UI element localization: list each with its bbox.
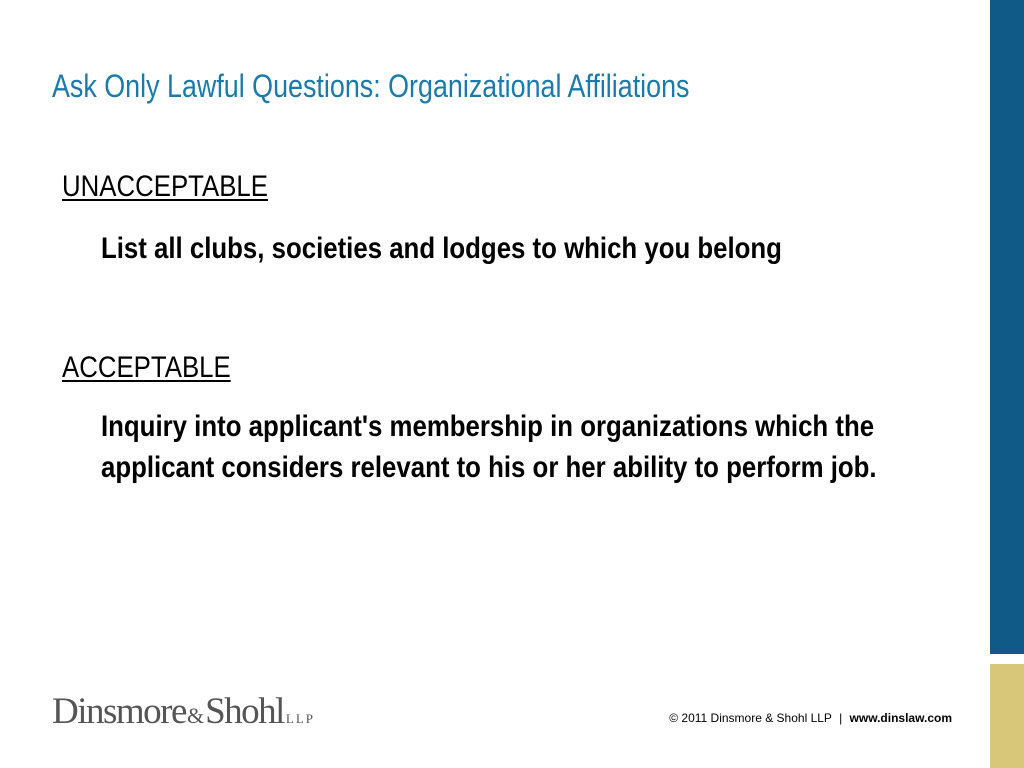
slide-title: Ask Only Lawful Questions: Organizational Affiliations [52,68,690,104]
logo-name-second: Shohl [205,691,284,732]
side-bar-blue [990,0,1024,654]
logo-name-first: Dinsmore [52,691,186,732]
logo-suffix: LLP [285,711,316,726]
company-logo [52,690,315,733]
unacceptable-heading: UNACCEPTABLE [62,170,268,203]
logo-ampersand: & [186,703,205,728]
side-bar-gold [990,664,1024,768]
acceptable-text: Inquiry into applicant's membership in organizations which the applicant considers relevant to his or her ability to perform job. [101,410,877,484]
unacceptable-text: List all clubs, societies and lodges to which you belong [101,232,782,265]
footer-copyright: © 2011 Dinsmore & Shohl LLP [669,711,832,725]
footer-url-link[interactable]: www.dinslaw.com [849,711,952,725]
footer-separator: | [839,711,843,725]
acceptable-heading: ACCEPTABLE [62,351,231,384]
footer [669,710,952,726]
